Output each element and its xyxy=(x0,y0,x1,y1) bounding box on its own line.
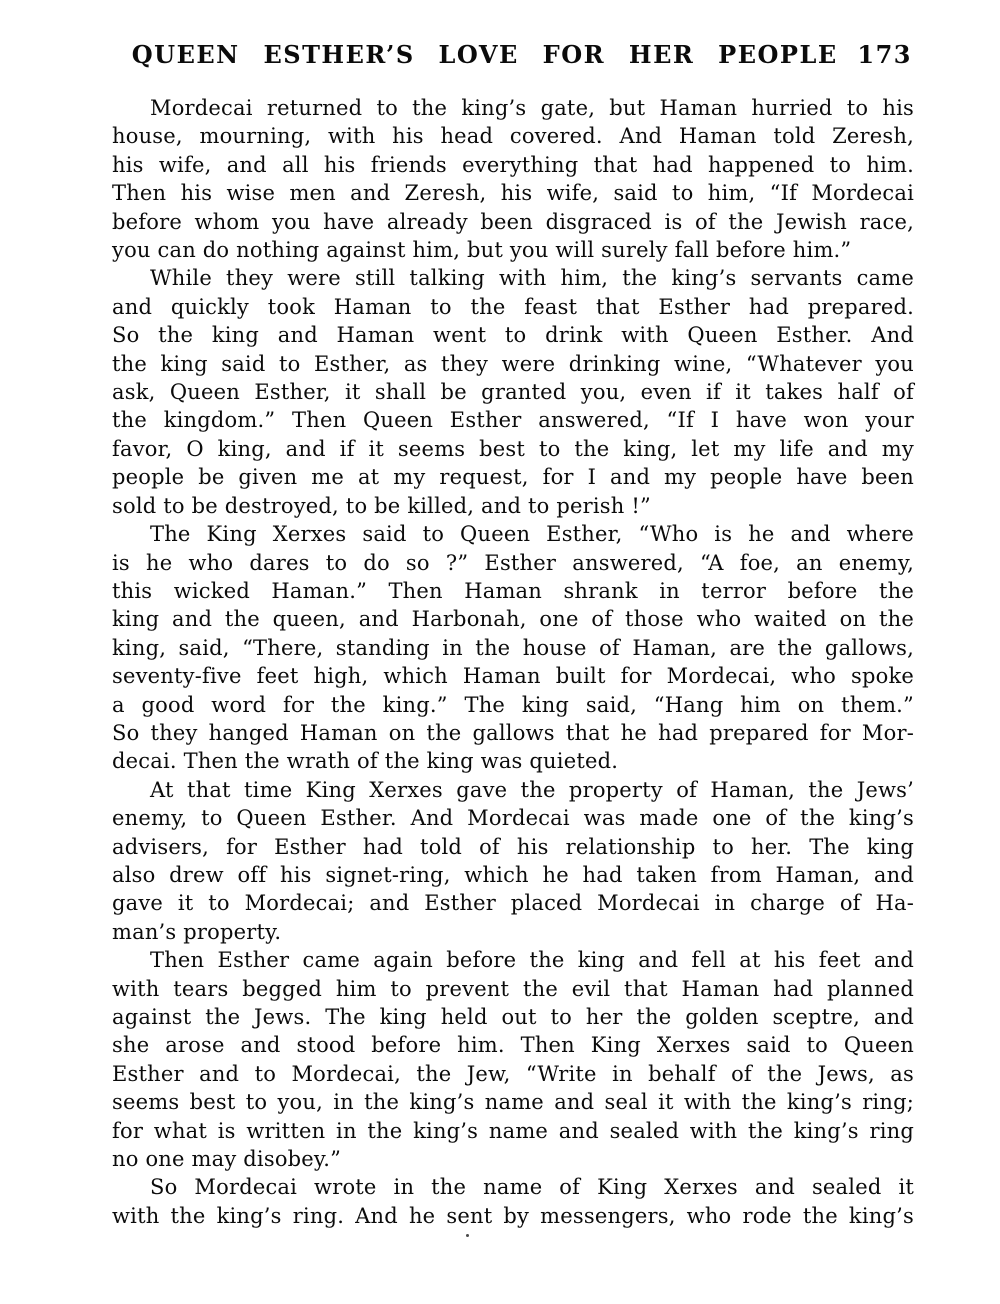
text-line: king and the queen, and Harbonah, one of those who waited on the xyxy=(112,607,914,632)
text-line: sold to be destroyed, to be killed, and to perish !” xyxy=(112,493,651,518)
text-line: you can do nothing against him, but you will surely fall before him.” xyxy=(112,238,852,263)
text-line: At that time King Xerxes gave the property of Haman, the Jews’ xyxy=(150,777,914,802)
page-title: QUEEN ESTHER’S LOVE FOR HER PEOPLE xyxy=(131,40,838,69)
paragraph xyxy=(112,1173,914,1230)
text-line: people be given me at my request, for I and my people have been xyxy=(112,465,914,490)
scan-speck xyxy=(466,1234,469,1237)
text-line: also drew off his signet-ring, which he had taken from Haman, and xyxy=(112,862,914,887)
paragraph xyxy=(112,264,914,520)
text-line: with tears begged him to prevent the evil that Haman had planned xyxy=(112,976,914,1001)
page-body xyxy=(0,69,1000,1230)
text-line: is he who dares to do so ?” Esther answered, “A foe, an enemy, xyxy=(112,550,914,575)
text-line: favor, O king, and if it seems best to the king, let my life and my xyxy=(112,436,914,461)
text-line: no one may disobey.” xyxy=(112,1147,342,1172)
text-line: his wife, and all his friends everything that had happened to him. xyxy=(112,152,914,177)
text-line: man’s property. xyxy=(112,919,282,944)
text-line: a good word for the king.” The king said, “Hang him on them.” xyxy=(112,692,914,717)
text-line: with the king’s ring. And he sent by messengers, who rode the king’s xyxy=(112,1203,914,1228)
paragraph xyxy=(112,520,914,776)
running-head xyxy=(0,0,1000,69)
text-line: Then his wise men and Zeresh, his wife, said to him, “If Mordecai xyxy=(112,181,914,206)
text-line: before whom you have already been disgraced is of the Jewish race, xyxy=(112,209,914,234)
text-line: gave it to Mordecai; and Esther placed Mordecai in charge of Ha- xyxy=(112,891,914,916)
paragraph xyxy=(112,776,914,946)
text-line: Esther and to Mordecai, the Jew, “Write in behalf of the Jews, as xyxy=(112,1061,914,1086)
text-line: she arose and stood before him. Then King Xerxes said to Queen xyxy=(112,1033,914,1058)
text-line: the king said to Esther, as they were drinking wine, “Whatever you xyxy=(112,351,914,376)
paragraph xyxy=(112,94,914,264)
text-line: decai. Then the wrath of the king was quieted. xyxy=(112,749,619,774)
text-line: enemy, to Queen Esther. And Mordecai was made one of the king’s xyxy=(112,806,914,831)
text-line: advisers, for Esther had told of his relationship to her. The king xyxy=(112,834,914,859)
text-line: and quickly took Haman to the feast that Esther had prepared. xyxy=(112,294,914,319)
text-line: king, said, “There, standing in the house of Haman, are the gallows, xyxy=(112,635,914,660)
text-line: ask, Queen Esther, it shall be granted you, even if it takes half of xyxy=(112,380,914,405)
text-line: While they were still talking with him, the king’s servants came xyxy=(150,266,914,291)
page-number: 173 xyxy=(857,40,912,69)
text-line: for what is written in the king’s name and sealed with the king’s ring xyxy=(112,1118,914,1143)
text-line: house, mourning, with his head covered. And Haman told Zeresh, xyxy=(112,124,914,149)
text-line: Then Esther came again before the king and fell at his feet and xyxy=(150,948,914,973)
text-line: this wicked Haman.” Then Haman shrank in terror before the xyxy=(112,578,914,603)
text-line: Mordecai returned to the king’s gate, but Haman hurried to his xyxy=(150,96,914,120)
text-line: seventy-five feet high, which Haman built for Mordecai, who spoke xyxy=(112,664,914,689)
text-line: So they hanged Haman on the gallows that he had prepared for Mor- xyxy=(112,720,914,745)
text-line: The King Xerxes said to Queen Esther, “Who is he and where xyxy=(150,522,914,547)
text-line: against the Jews. The king held out to her the golden sceptre, and xyxy=(112,1005,914,1029)
text-line: So the king and Haman went to drink with Queen Esther. And xyxy=(112,323,914,348)
text-line: the kingdom.” Then Queen Esther answered, “If I have won your xyxy=(112,408,914,433)
paragraph xyxy=(112,946,914,1173)
text-line: seems best to you, in the king’s name and seal it with the king’s ring; xyxy=(112,1090,914,1115)
text-line: So Mordecai wrote in the name of King Xerxes and sealed it xyxy=(150,1175,914,1200)
